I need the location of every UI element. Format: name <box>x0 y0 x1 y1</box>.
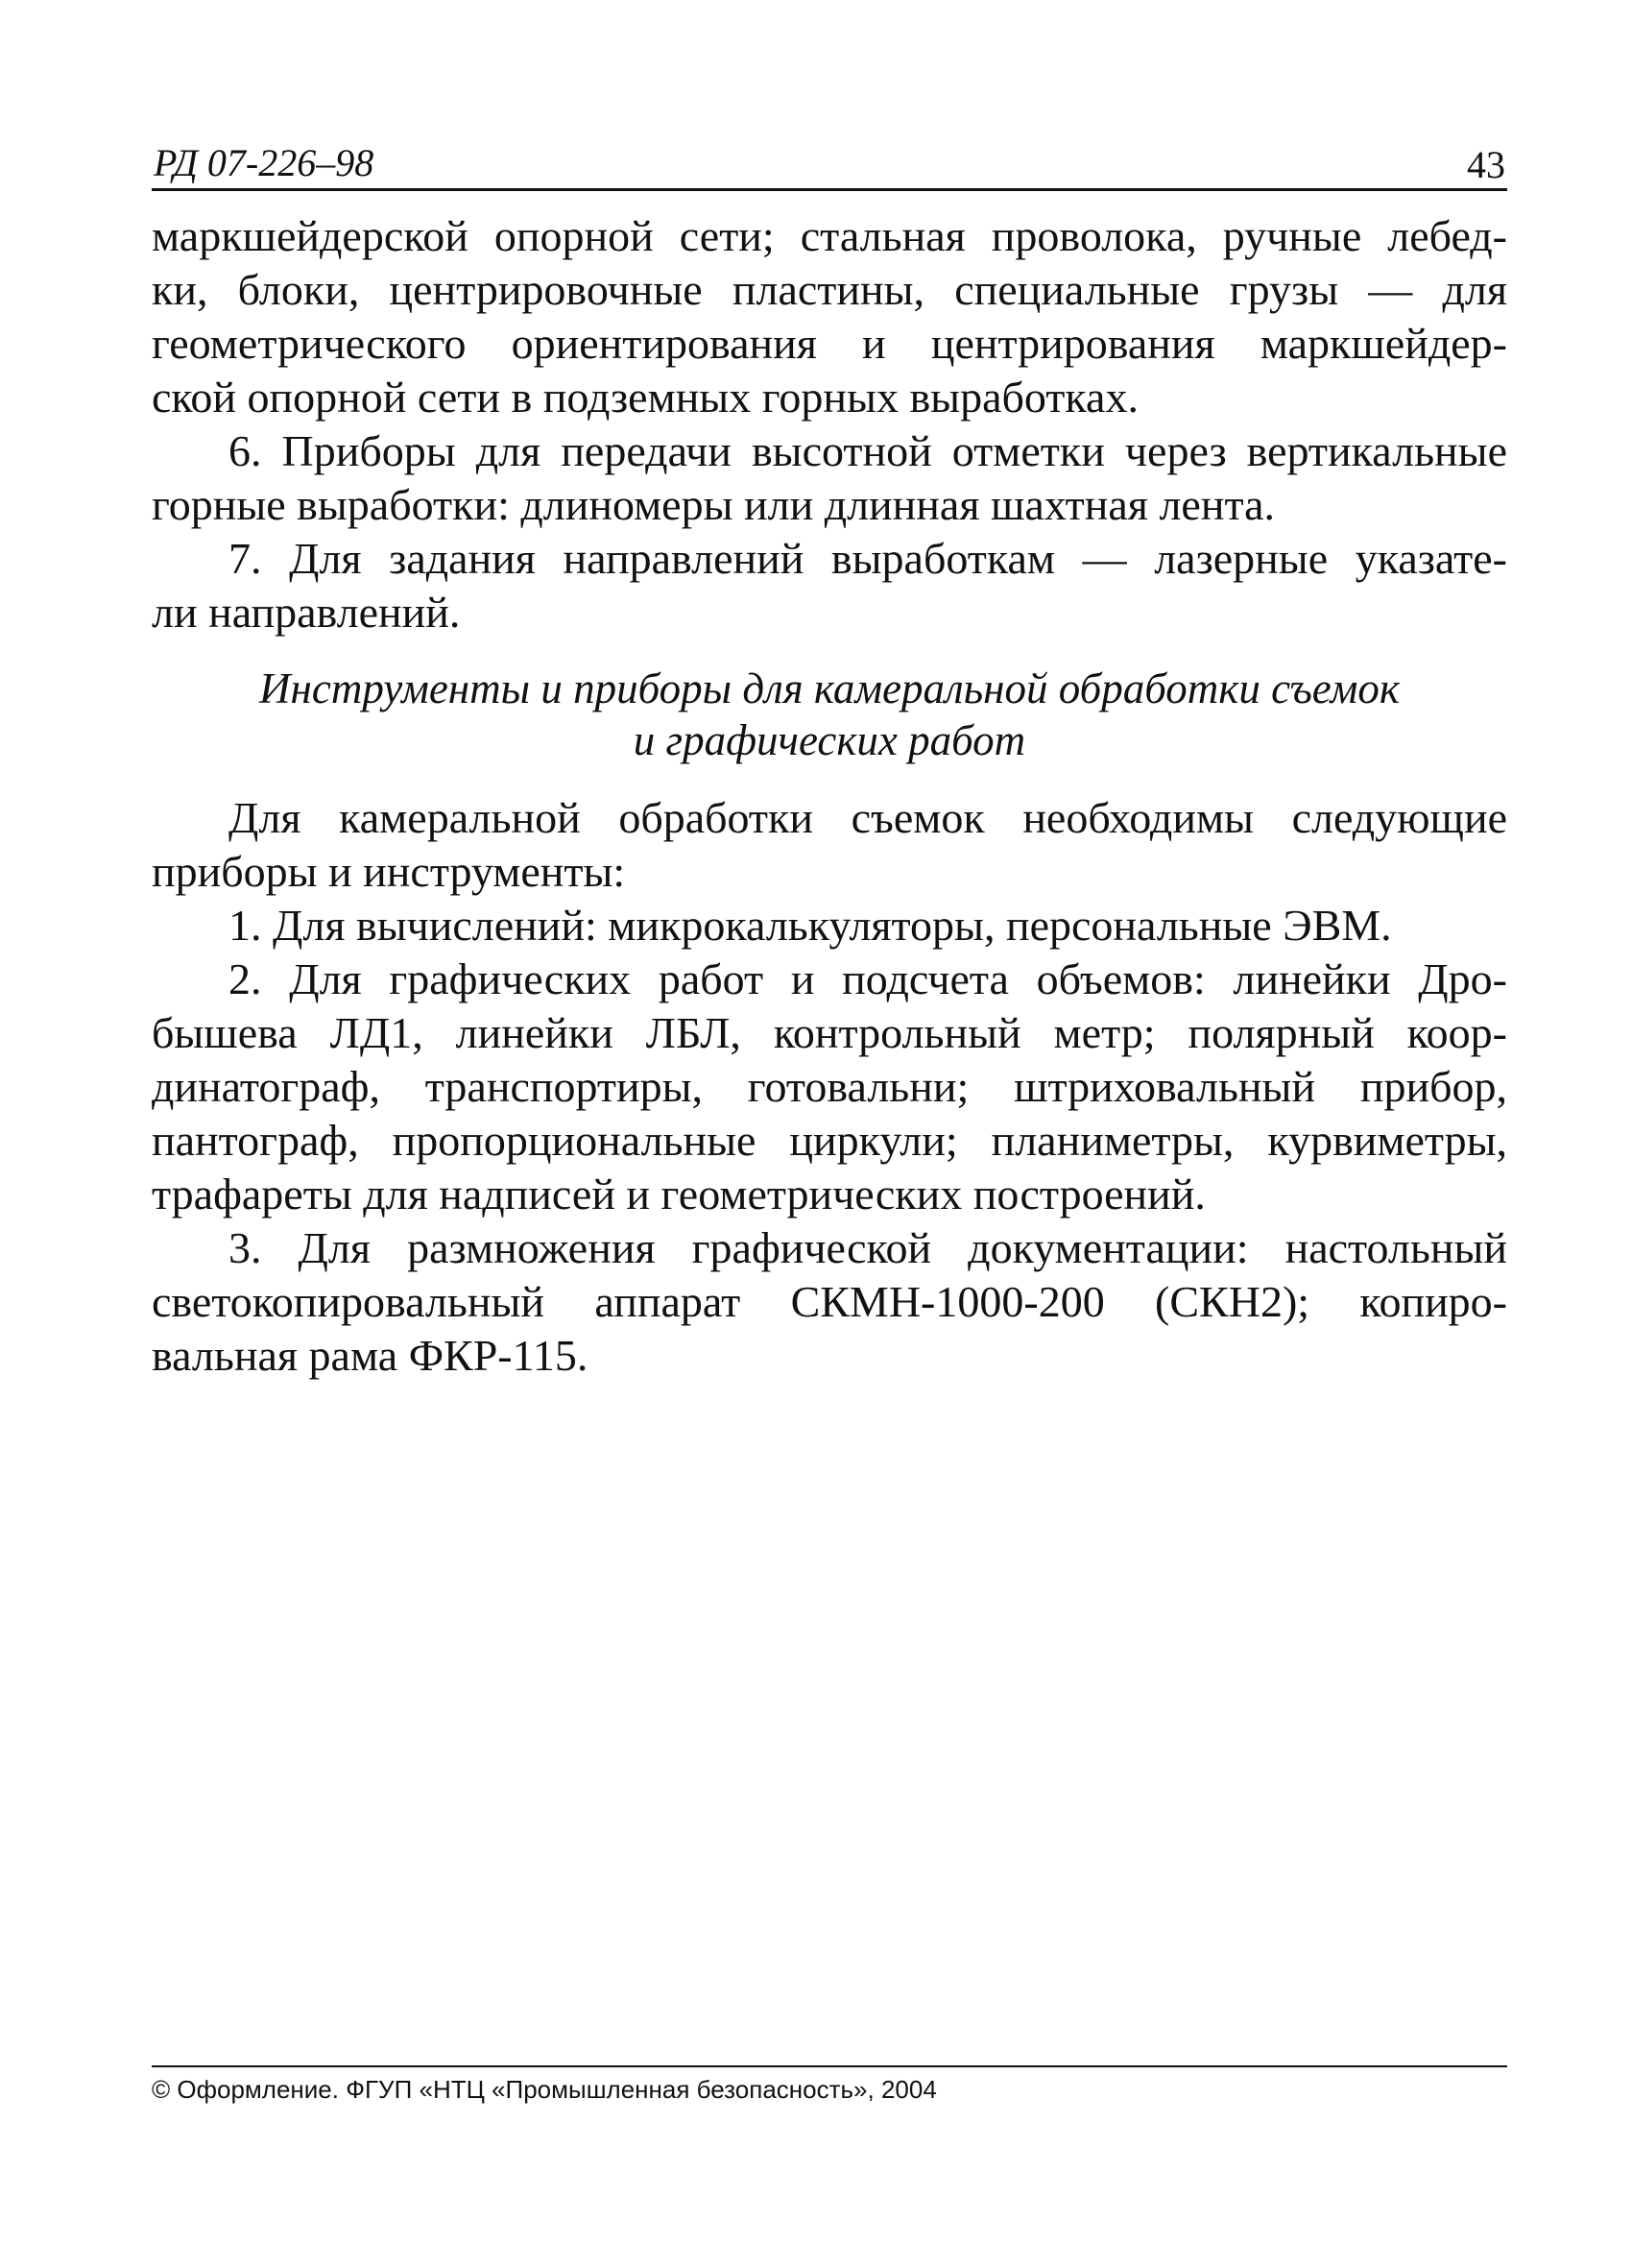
section-heading-line: Инструменты и приборы для камеральной обработки съемок <box>259 664 1400 712</box>
list-item-6 <box>152 424 1507 532</box>
text-line: Для камеральной обработки съемок необходимы следующие <box>228 793 1507 842</box>
text-line: 3. Для размножения графической документации: настольный <box>228 1223 1507 1272</box>
text-line: маркшейдерской опорной сети; стальная проволока, ручные лебед- <box>152 211 1507 260</box>
text-line: геометрического ориентирования и центрирования маркшейдер- <box>152 319 1507 368</box>
text-line: светокопировальный аппарат СКМН-1000-200 (СКН2); копиро- <box>152 1277 1507 1326</box>
document-code: РД 07-226–98 <box>154 141 374 184</box>
list-item-1 <box>152 899 1507 953</box>
paragraph-intro <box>152 791 1507 899</box>
text-line: 2. Для графических работ и подсчета объемов: линейки Дро- <box>228 954 1507 1003</box>
spacer <box>152 639 1507 663</box>
text-line: вальная рама ФКР-115. <box>152 1331 588 1380</box>
spacer <box>152 766 1507 791</box>
text-line: трафареты для надписей и геометрических построений. <box>152 1170 1206 1218</box>
text-line: бышева ЛД1, линейки ЛБЛ, контрольный метр; полярный коор- <box>152 1008 1507 1057</box>
list-item-2 <box>152 953 1507 1221</box>
text-line: динатограф, транспортиры, готовальни; штриховальный прибор, <box>152 1062 1507 1111</box>
page-header <box>152 134 1507 191</box>
text-line: 6. Приборы для передачи высотной отметки через вертикальные <box>228 426 1507 475</box>
page-body <box>152 209 1507 1383</box>
text-line: приборы и инструменты: <box>152 847 626 896</box>
list-item-7 <box>152 532 1507 639</box>
text-line: 1. Для вычислений: микрокалькуляторы, персональные ЭВМ. <box>228 901 1392 950</box>
footer-copyright: © Оформление. ФГУП «НТЦ «Промышленная безопасность», 2004 <box>152 2075 937 2104</box>
page-number: 43 <box>1467 143 1505 186</box>
paragraph-continuation <box>152 209 1507 424</box>
text-line: ки, блоки, центрировочные пластины, специальные грузы — для <box>152 265 1507 314</box>
section-heading <box>152 663 1507 766</box>
list-item-3 <box>152 1221 1507 1383</box>
text-line: ли направлений. <box>152 588 461 637</box>
footer-divider <box>152 2065 1507 2067</box>
text-line: горные выработки: длиномеры или длинная шахтная лента. <box>152 480 1276 529</box>
section-heading-line: и графических работ <box>633 716 1026 764</box>
text-line: пантограф, пропорциональные циркули; планиметры, курвиметры, <box>152 1116 1507 1165</box>
text-line: ской опорной сети в подземных горных выработках. <box>152 373 1139 422</box>
text-line: 7. Для задания направлений выработкам — лазерные указате- <box>228 534 1507 583</box>
